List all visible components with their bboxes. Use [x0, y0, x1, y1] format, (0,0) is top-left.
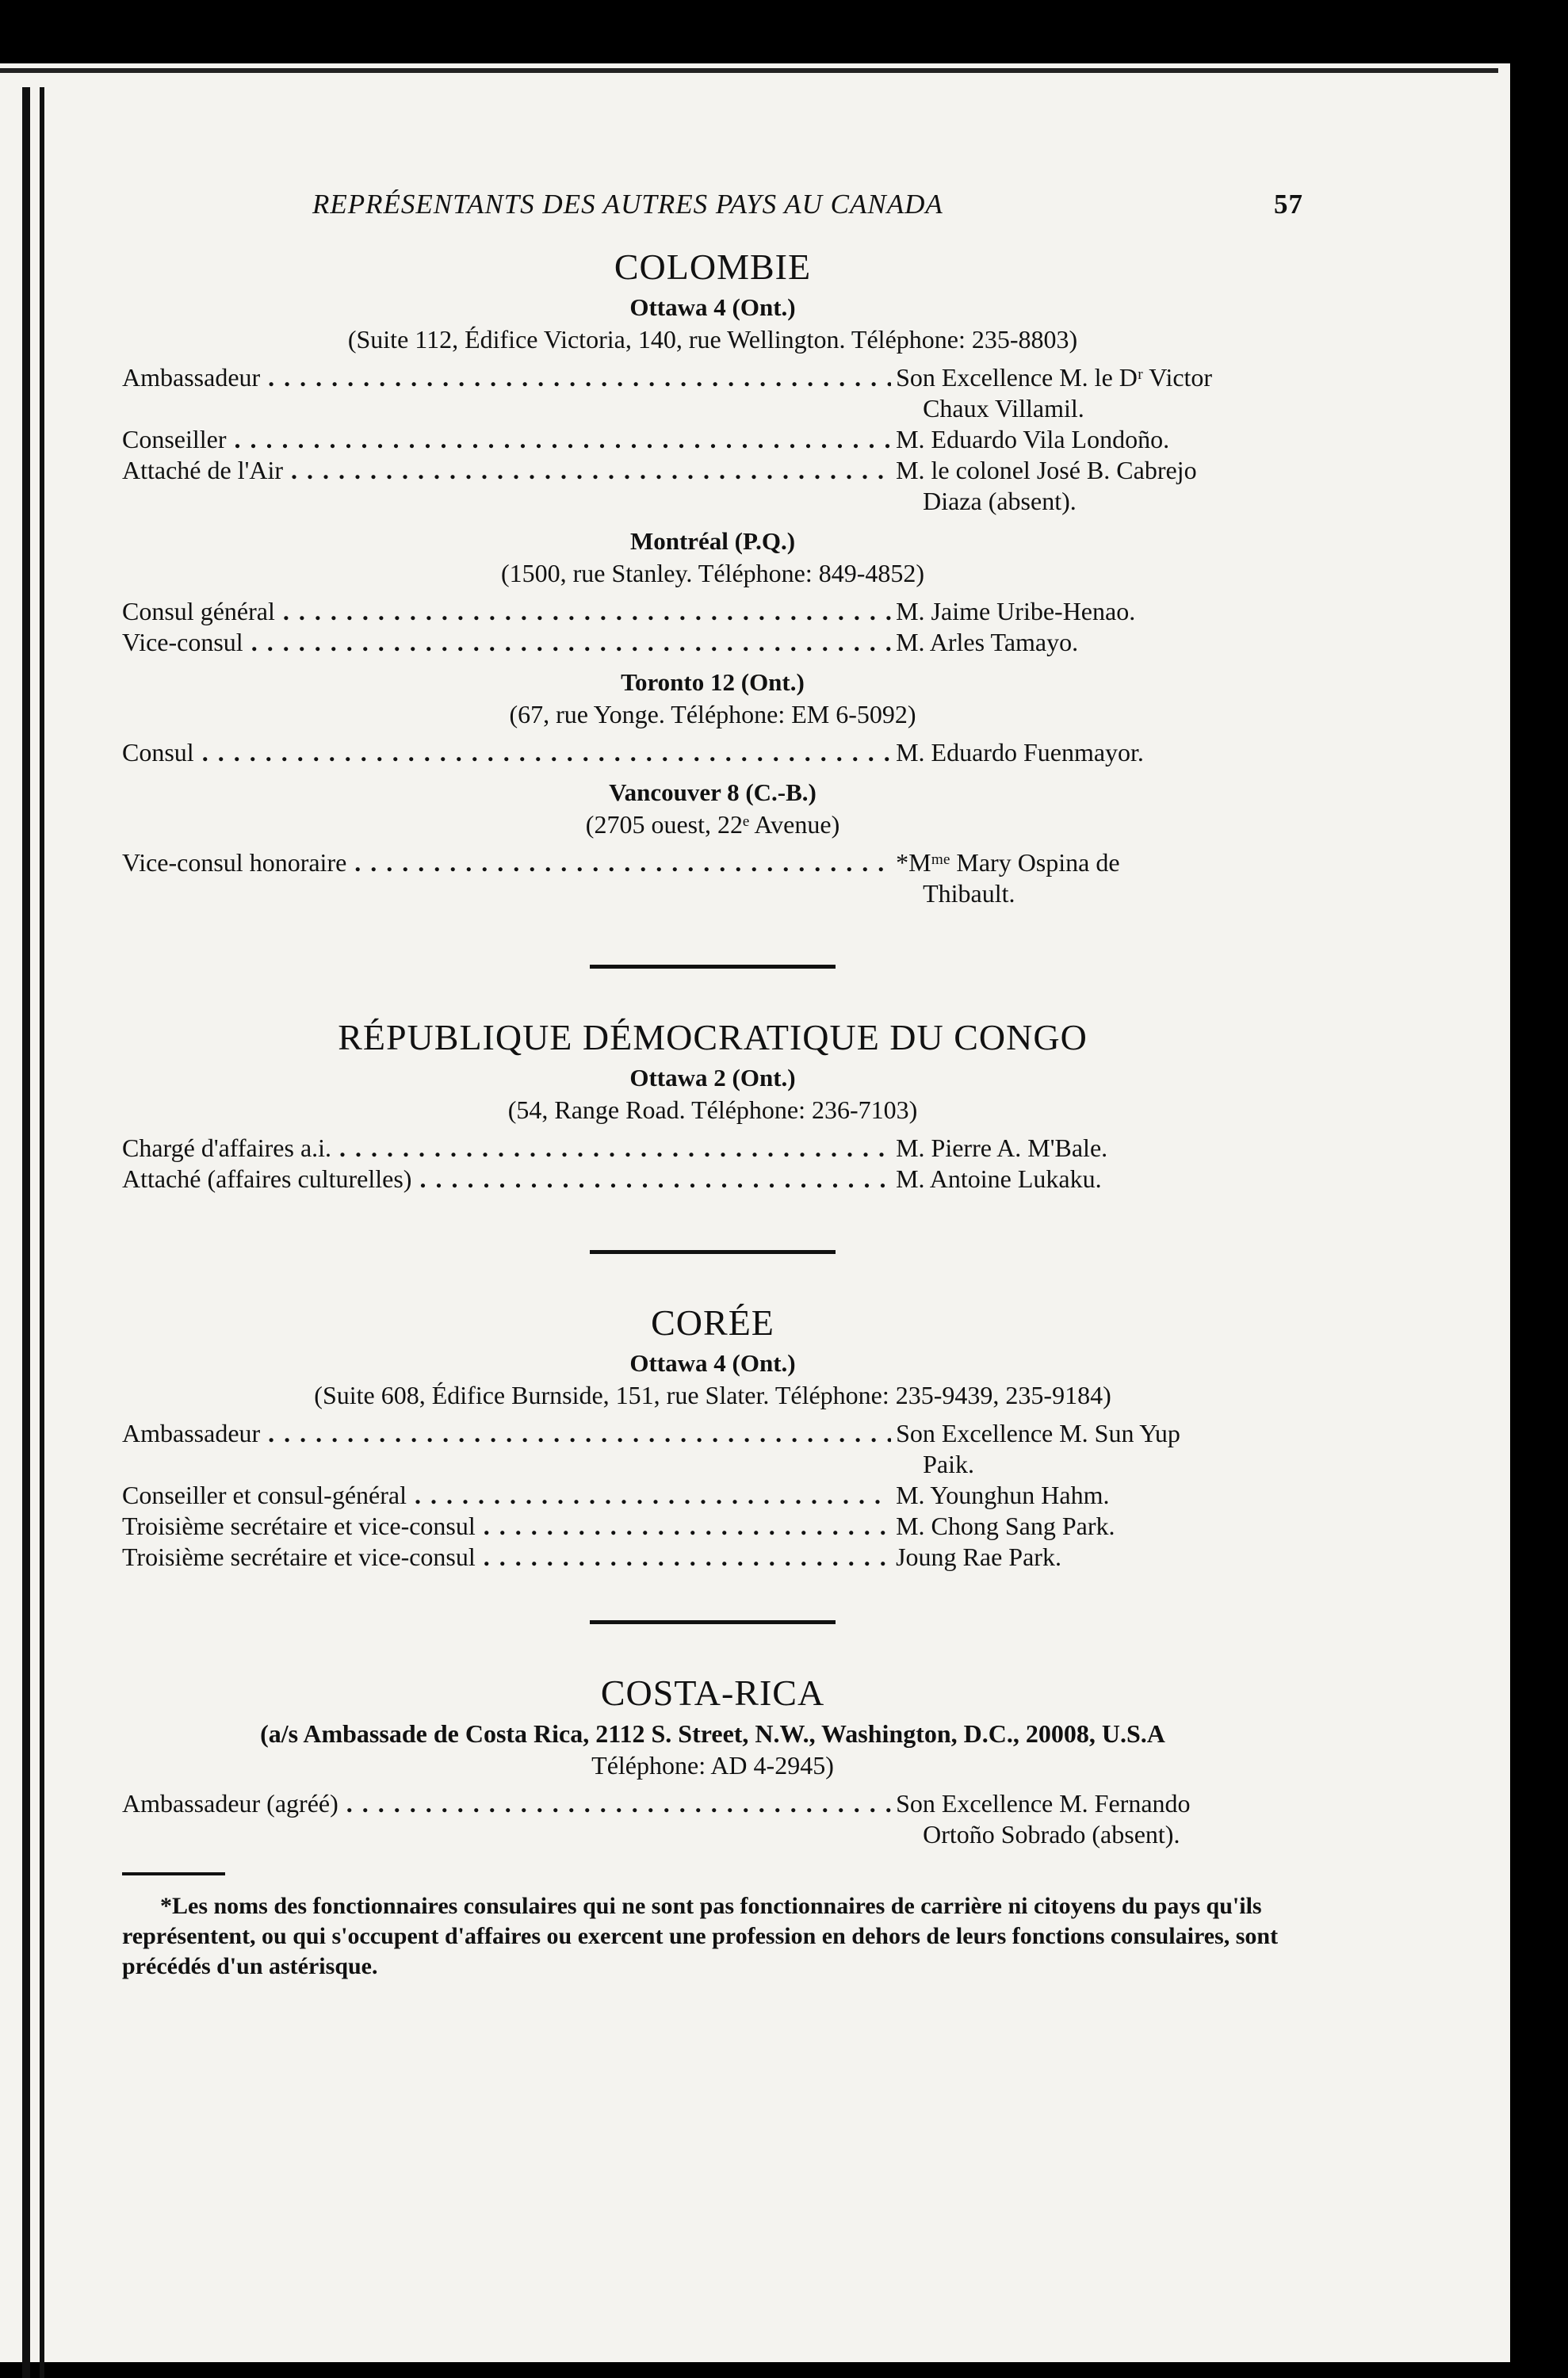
staff-title: Conseiller et consul-général . . . — [122, 1480, 891, 1511]
staff-title: Conseiller . . . — [122, 424, 891, 455]
staff-name-line: M. Pierre A. M'Bale. — [896, 1134, 1108, 1162]
staff-name-line: Son Excellence M. Sun Yup — [896, 1419, 1180, 1447]
section-divider — [590, 1620, 836, 1624]
country-title: CORÉE — [651, 1302, 774, 1343]
running-head-title: REPRÉSENTANTS DES AUTRES PAYS AU CANADA — [312, 189, 943, 220]
staff-name-line: Diaza (absent). — [923, 487, 1077, 515]
staff-name — [891, 1542, 1303, 1573]
staff-name-line: M. Jaime Uribe-Henao. — [896, 597, 1136, 625]
country-section — [122, 1302, 1303, 1573]
address-line: (Suite 112, Édifice Victoria, 140, rue Wellington. Téléphone: 235-8803) — [347, 325, 1078, 354]
staff-name-line: M. Eduardo Fuenmayor. — [896, 738, 1144, 767]
staff-row — [122, 1788, 1303, 1850]
staff-name — [891, 424, 1303, 455]
city-heading: Ottawa 4 (Ont.) — [629, 1349, 796, 1377]
staff-name — [891, 455, 1303, 517]
staff-row — [122, 1164, 1303, 1195]
staff-name-line: Joung Rae Park. — [896, 1543, 1061, 1571]
page-number: 57 — [1274, 189, 1303, 220]
country-section — [122, 1672, 1303, 1850]
staff-title: Troisième secrétaire et vice-consul . . . — [122, 1511, 891, 1542]
staff-name — [891, 1133, 1303, 1164]
country-title: COLOMBIE — [614, 247, 812, 287]
staff-name — [891, 596, 1303, 627]
city-heading: Toronto 12 (Ont.) — [621, 668, 805, 696]
country-title: COSTA-RICA — [600, 1673, 825, 1713]
page-content — [122, 189, 1303, 1982]
staff-name-line: M. Eduardo Vila Londoño. — [896, 425, 1170, 453]
staff-name — [891, 1511, 1303, 1542]
staff-title: Attaché de l'Air . . . — [122, 455, 891, 517]
city-heading: (a/s Ambassade de Costa Rica, 2112 S. Street, N.W., Washington, D.C., 20008, U.S.A — [260, 1719, 1165, 1748]
staff-title: Chargé d'affaires a.i. . . . — [122, 1133, 891, 1164]
staff-row — [122, 1542, 1303, 1573]
staff-row — [122, 1133, 1303, 1164]
staff-row — [122, 847, 1303, 909]
staff-title: Ambassadeur (agréé) . . . — [122, 1788, 891, 1850]
address-line: Téléphone: AD 4-2945) — [591, 1751, 834, 1780]
scan-top-border — [0, 0, 1568, 63]
staff-row — [122, 424, 1303, 455]
staff-title: Troisième secrétaire et vice-consul . . . — [122, 1542, 891, 1573]
city-heading: Ottawa 4 (Ont.) — [629, 293, 796, 321]
staff-title: Attaché (affaires culturelles) . . . — [122, 1164, 891, 1195]
staff-name — [891, 737, 1303, 768]
top-rule — [0, 68, 1498, 73]
staff-row — [122, 455, 1303, 517]
address-line: (1500, rue Stanley. Téléphone: 849-4852) — [500, 559, 925, 587]
country-section — [122, 1016, 1303, 1195]
staff-row — [122, 1480, 1303, 1511]
staff-name — [891, 627, 1303, 658]
sections-container — [122, 246, 1303, 1850]
staff-title: Consul . . . — [122, 737, 891, 768]
city-heading: Ottawa 2 (Ont.) — [629, 1064, 796, 1092]
staff-name-line: Chaux Villamil. — [923, 394, 1084, 422]
footnote: *Les noms des fonctionnaires consulaires qui ne sont pas fonctionnaires de carrière ni citoyens du pays qu'ils représentent, ou qui s'occupent d'affaires ou exercent une profession en dehors de leurs fonctions consulaires, sont précédés d'un astérisque. — [122, 1893, 1279, 1979]
staff-name-line: *Mᵐᵉ Mary Ospina de — [896, 848, 1120, 877]
staff-name — [891, 1164, 1303, 1195]
staff-row — [122, 1418, 1303, 1480]
staff-title: Ambassadeur . . . — [122, 362, 891, 424]
staff-title: Vice-consul . . . — [122, 627, 891, 658]
address-line: (Suite 608, Édifice Burnside, 151, rue Slater. Téléphone: 235-9439, 235-9184) — [314, 1381, 1111, 1409]
address-line: (2705 ouest, 22ᵉ Avenue) — [585, 810, 840, 839]
staff-row — [122, 596, 1303, 627]
staff-name-line: Ortoño Sobrado (absent). — [923, 1820, 1180, 1848]
address-line: (67, rue Yonge. Téléphone: EM 6-5092) — [509, 700, 916, 728]
footnote-rule — [122, 1872, 225, 1875]
staff-name — [891, 1788, 1303, 1850]
staff-name-line: M. Antoine Lukaku. — [896, 1164, 1102, 1193]
staff-name — [891, 1480, 1303, 1511]
staff-name — [891, 362, 1303, 424]
staff-row — [122, 362, 1303, 424]
staff-title: Ambassadeur . . . — [122, 1418, 891, 1480]
staff-name-line: Son Excellence M. Fernando — [896, 1789, 1191, 1818]
staff-name-line: Thibault. — [923, 879, 1015, 908]
staff-name-line: M. Younghun Hahm. — [896, 1481, 1110, 1509]
section-divider — [590, 1250, 836, 1254]
staff-name-line: Son Excellence M. le Dʳ Victor — [896, 363, 1213, 392]
staff-name — [891, 847, 1303, 909]
staff-name — [891, 1418, 1303, 1480]
address-line: (54, Range Road. Téléphone: 236-7103) — [507, 1095, 918, 1124]
staff-name-line: M. Arles Tamayo. — [896, 628, 1079, 656]
country-title: RÉPUBLIQUE DÉMOCRATIQUE DU CONGO — [338, 1017, 1088, 1057]
country-section — [122, 246, 1303, 909]
city-heading: Vancouver 8 (C.-B.) — [609, 778, 817, 806]
section-divider — [590, 965, 836, 969]
left-binding-rule — [22, 87, 30, 2378]
staff-name-line: M. Chong Sang Park. — [896, 1512, 1115, 1540]
running-head — [122, 189, 1303, 228]
staff-row — [122, 737, 1303, 768]
city-heading: Montréal (P.Q.) — [629, 527, 796, 555]
left-binding-rule-inner — [40, 87, 44, 2378]
staff-title: Consul général . . . — [122, 596, 891, 627]
staff-title: Vice-consul honoraire . . . — [122, 847, 891, 909]
staff-name-line: M. le colonel José B. Cabrejo — [896, 456, 1197, 484]
staff-row — [122, 627, 1303, 658]
staff-row — [122, 1511, 1303, 1542]
staff-name-line: Paik. — [923, 1450, 974, 1478]
